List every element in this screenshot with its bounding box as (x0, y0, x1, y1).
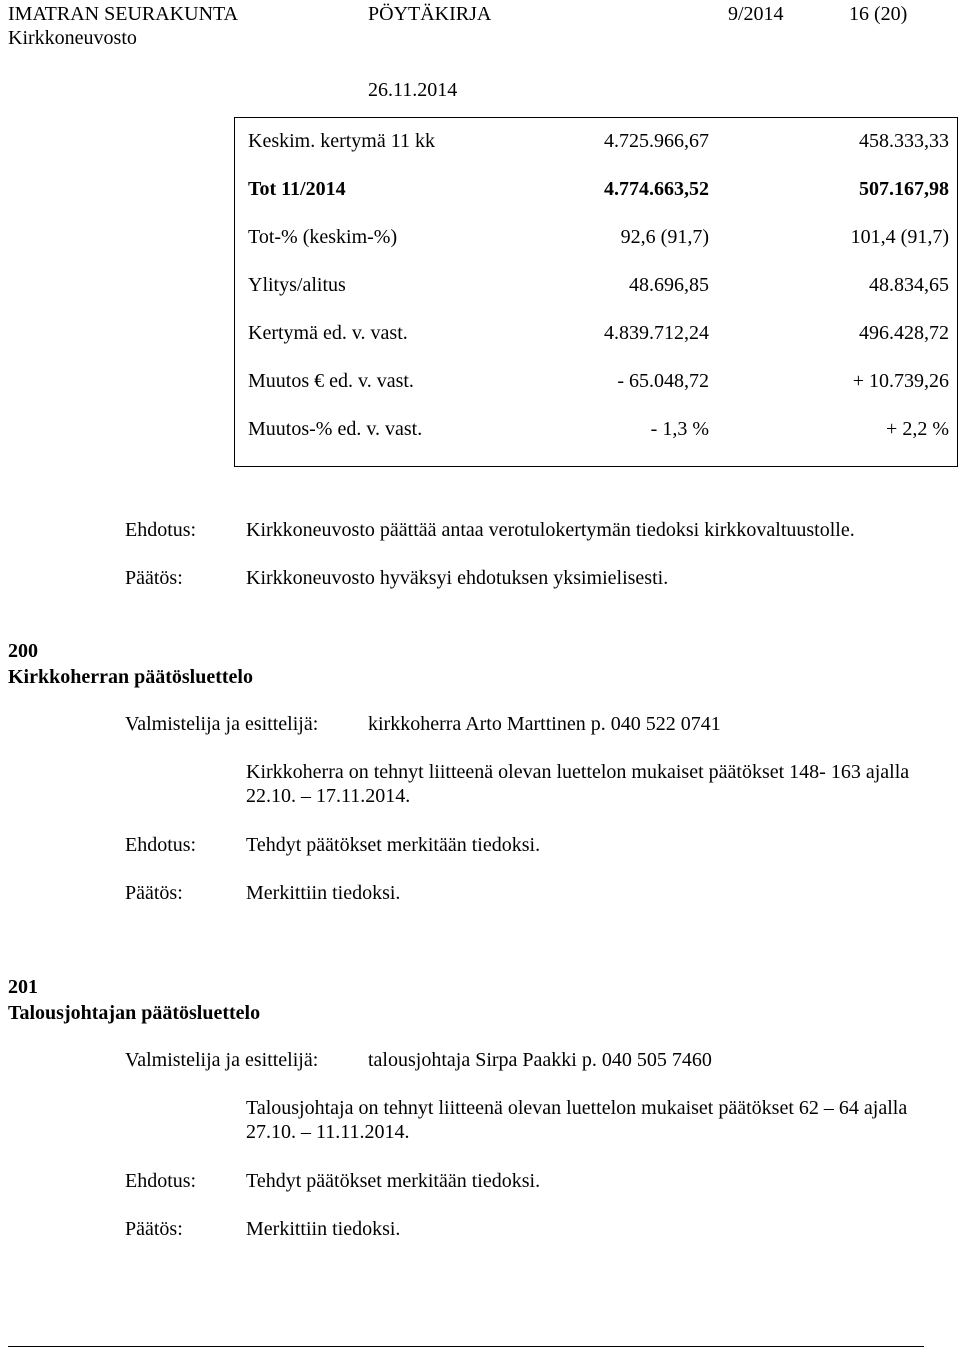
table-row (235, 417, 957, 447)
section-200-proposal-text: Tehdyt päätökset merkitään tiedoksi. (246, 834, 541, 856)
decision-label: Päätös: (125, 567, 183, 589)
section-200-proposal-label: Ehdotus: (125, 834, 197, 856)
section-201-number: 201 (8, 976, 38, 998)
table-row (235, 129, 957, 159)
table-row (235, 369, 957, 399)
table-row (235, 177, 957, 207)
section-201-decision-label: Päätös: (125, 1218, 183, 1240)
row-value-2: 101,4 (91,7) (850, 226, 949, 248)
header-page: 16 (20) (849, 3, 908, 25)
section-200-decision-text: Merkittiin tiedoksi. (246, 882, 401, 904)
row-value-1: - 1,3 % (650, 418, 709, 440)
row-label: Muutos € ed. v. vast. (248, 370, 414, 392)
section-200-body: Kirkkoherra on tehnyt liitteenä olevan luettelon mukaiset päätökset 148- 163 ajalla 22.10. – 17.11.2014. (246, 761, 910, 807)
row-value-2: 458.333,33 (859, 130, 949, 152)
section-200-preparer-value: kirkkoherra Arto Marttinen p. 040 522 0741 (368, 713, 721, 735)
row-label: Kertymä ed. v. vast. (248, 322, 408, 344)
header-date: 26.11.2014 (368, 79, 458, 101)
section-201-preparer-value: talousjohtaja Sirpa Paakki p. 040 505 7460 (368, 1049, 712, 1071)
header-body: Kirkkoneuvosto (8, 27, 137, 49)
row-label: Tot-% (keskim-%) (248, 226, 398, 248)
section-200-number: 200 (8, 640, 38, 662)
section-201-proposal-text: Tehdyt päätökset merkitään tiedoksi. (246, 1170, 541, 1192)
footer-divider (8, 1346, 924, 1347)
table-row (235, 273, 957, 303)
row-value-1: - 65.048,72 (617, 370, 709, 392)
row-value-2: 507.167,98 (859, 178, 949, 200)
row-value-2: 496.428,72 (859, 322, 949, 344)
row-value-2: + 10.739,26 (852, 370, 949, 392)
row-label: Ylitys/alitus (248, 274, 346, 296)
section-201-body: Talousjohtaja on tehnyt liitteenä olevan luettelon mukaiset päätökset 62 – 64 ajalla 27.10. – 11.11.2014. (246, 1097, 908, 1143)
header-doc-type: PÖYTÄKIRJA (368, 3, 492, 25)
row-value-2: + 2,2 % (886, 418, 949, 440)
header-number: 9/2014 (728, 3, 784, 25)
tax-revenue-table (234, 117, 958, 467)
header-org: IMATRAN SEURAKUNTA (8, 3, 239, 25)
decision-text: Kirkkoneuvosto hyväksyi ehdotuksen yksimielisesti. (246, 567, 669, 589)
row-label: Keskim. kertymä 11 kk (248, 130, 436, 152)
table-row (235, 321, 957, 351)
section-200-preparer-label: Valmistelija ja esittelijä: (125, 713, 319, 735)
row-value-1: 92,6 (91,7) (620, 226, 709, 248)
row-label: Muutos-% ed. v. vast. (248, 418, 423, 440)
proposal-text: Kirkkoneuvosto päättää antaa verotulokertymän tiedoksi kirkkovaltuustolle. (246, 519, 855, 541)
row-value-2: 48.834,65 (869, 274, 949, 296)
row-value-1: 48.696,85 (629, 274, 709, 296)
table-row (235, 225, 957, 255)
section-200-decision-label: Päätös: (125, 882, 183, 904)
row-value-1: 4.725.966,67 (604, 130, 709, 152)
row-label: Tot 11/2014 (248, 178, 346, 200)
section-201-decision-text: Merkittiin tiedoksi. (246, 1218, 401, 1240)
row-value-1: 4.839.712,24 (604, 322, 709, 344)
row-value-1: 4.774.663,52 (604, 178, 709, 200)
proposal-label: Ehdotus: (125, 519, 197, 541)
section-200-title: Kirkkoherran päätösluettelo (8, 666, 253, 688)
section-201-title: Talousjohtajan päätösluettelo (8, 1002, 261, 1024)
section-201-preparer-label: Valmistelija ja esittelijä: (125, 1049, 319, 1071)
section-201-proposal-label: Ehdotus: (125, 1170, 197, 1192)
